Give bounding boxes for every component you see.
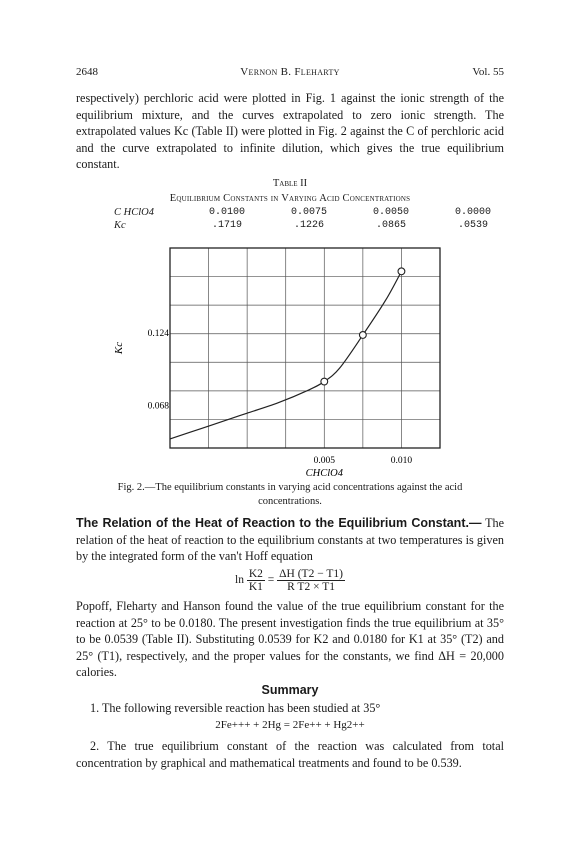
chart-grid	[170, 248, 440, 448]
heat-section	[76, 515, 504, 565]
eq-rhs-fraction	[277, 568, 345, 593]
table-row	[114, 206, 514, 219]
volume-label: Vol. 55	[472, 66, 504, 78]
data-point	[398, 268, 405, 275]
plot-frame	[170, 248, 440, 448]
table-cell: .1226	[293, 220, 324, 231]
table-row-label: C HClO4	[114, 207, 154, 218]
summary-item-2	[76, 738, 504, 771]
eq-lhs-num: K2	[248, 568, 263, 580]
table-cell: .0539	[457, 220, 488, 231]
intro-text: respectively) perchloric acid were plotted in Fig. 1 against the ionic strength of the equilibrium mixture, and the curves extrapolated to zero ionic strength. The extrapolated values Kc (Table II) were plotted in Fig. 2 against the C of perchloric acid and the curve extrapolated to infinite dilution, which gives the true equilibrium constant.	[76, 91, 504, 171]
table-cell: 0.0075	[290, 207, 327, 218]
table-cell: 0.0050	[372, 207, 409, 218]
x-axis-label: CHClO4	[305, 468, 343, 479]
page-number: 2648	[76, 66, 98, 78]
summary-heading: Summary	[261, 683, 319, 697]
table-row	[114, 219, 514, 232]
vant-hoff-equation	[76, 568, 504, 593]
section-heading: The Relation of the Heat of Reaction to the Equilibrium Constant.—	[76, 516, 482, 530]
intro-paragraph	[76, 90, 504, 173]
eq-lhs-fraction	[247, 568, 265, 593]
y-tick-label: 0.068	[147, 401, 169, 412]
data-point	[321, 378, 328, 385]
summary-item-2-text: 2. The true equilibrium constant of the reaction was calculated from total concentration by graphical and mathematical treatments and found to be 0.539.	[76, 739, 504, 770]
table-row-label: Kc	[114, 220, 126, 231]
x-tick-label: 0.010	[390, 456, 413, 466]
eq-ln: ln	[235, 574, 244, 587]
eq-lhs-den: K1	[248, 581, 263, 593]
tick-labels	[148, 329, 413, 466]
eq-equals: =	[267, 574, 275, 587]
summary-item-1-text: 1. The following reversible reaction has been studied at 35°	[90, 701, 381, 715]
data-point	[359, 332, 366, 339]
section-text: The relation of the heat of reaction to the equilibrium constants at two temperatures is given by the integrated form of the van't Hoff equation	[76, 516, 505, 563]
eq-rhs-num: ΔH (T2 − T1)	[279, 568, 343, 580]
popoff-text: Popoff, Fleharty and Hanson found the value of the true equilibrium constant for the reaction at 25° to be 0.0180. The present investigation finds the true equilibrium at 35° to be 0.0539 (Table II). Substituting 0.0539 for K2 and 0.0180 for K1 at 35° (T2) and 25° (T1), respectively, and the proper values for the constants, we find ΔH = 20,000 calories.	[76, 599, 504, 679]
table-cell: 0.0100	[208, 207, 245, 218]
summary-item-1	[76, 700, 504, 717]
table-cell: 0.0000	[454, 207, 491, 218]
figure-caption: Fig. 2.—The equilibrium constants in varying acid concentrations against the acid concentrations.	[117, 482, 463, 507]
table-title: Table II	[272, 178, 308, 189]
reaction-equation: 2Fe+++ + 2Hg = 2Fe++ + Hg2++	[215, 719, 365, 731]
constants-table	[114, 206, 514, 232]
table-cell: .1719	[211, 220, 242, 231]
table-subtitle: Equilibrium Constants in Varying Acid Concentrations	[169, 193, 411, 204]
table-cell: .0865	[375, 220, 406, 231]
y-tick-label: 0.124	[147, 329, 169, 340]
popoff-paragraph	[76, 598, 504, 681]
figure-2-chart	[112, 240, 452, 479]
running-header-author: Vernon B. Fleharty	[240, 66, 340, 78]
x-tick-label: 0.005	[313, 456, 335, 466]
eq-rhs-den: R T2 × T1	[287, 581, 336, 593]
y-axis-label: Kc	[113, 341, 125, 355]
